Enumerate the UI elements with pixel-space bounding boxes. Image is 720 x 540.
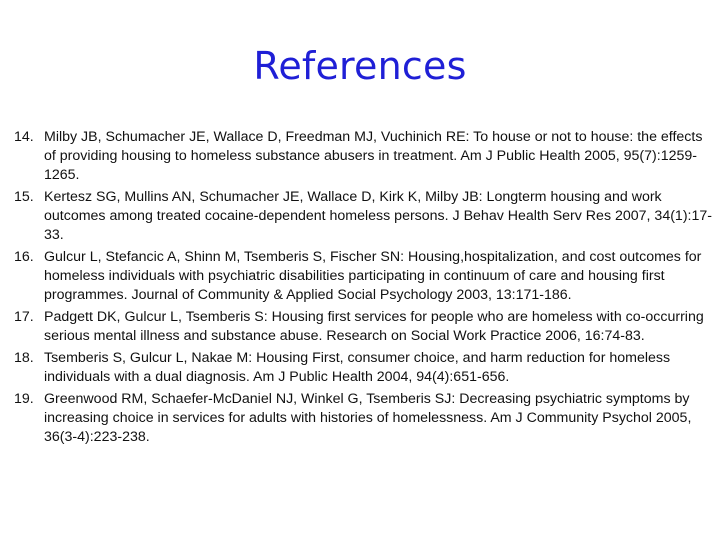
- reference-item: [14, 349, 714, 387]
- reference-text: Greenwood RM, Schaefer-McDaniel NJ, Winkel G, Tsemberis SJ: Decreasing psychiatric symptoms by increasing choice in services for adults with histories of homelessness. Am J Community Psychol 2005, 36(3-4):223-238.: [44, 391, 692, 445]
- reference-text: Gulcur L, Stefancic A, Shinn M, Tsemberis S, Fischer SN: Housing,hospitalization, and cost outcomes for homeless individuals with psychiatric disabilities participating in continuum of care and housing first programmes. Journal of Community & Applied Social Psychology 2003, 13:171-186.: [44, 249, 702, 303]
- reference-item: [14, 390, 714, 447]
- reference-text: Milby JB, Schumacher JE, Wallace D, Freedman MJ, Vuchinich RE: To house or not to house: the effects of providing housing to homeless substance abusers in treatment. Am J Public Health 2005, 95(7):1259-1265.: [44, 129, 703, 183]
- reference-list: [14, 128, 714, 450]
- reference-number: 19.: [14, 391, 34, 407]
- reference-number: 15.: [14, 189, 34, 205]
- page-title: References: [253, 44, 467, 88]
- reference-text: Padgett DK, Gulcur L, Tsemberis S: Housing first services for people who are homeless with co-occurring serious mental illness and substance abuse. Research on Social Work Practice 2006, 16:74-83.: [44, 309, 704, 344]
- reference-number: 18.: [14, 350, 34, 366]
- reference-number: 16.: [14, 249, 34, 265]
- reference-text: Tsemberis S, Gulcur L, Nakae M: Housing First, consumer choice, and harm reduction for homeless individuals with a dual diagnosis. Am J Public Health 2004, 94(4):651-656.: [44, 350, 671, 385]
- reference-number: 14.: [14, 129, 34, 145]
- reference-item: [14, 248, 714, 305]
- reference-number: 17.: [14, 309, 34, 325]
- reference-item: [14, 188, 714, 245]
- reference-text: Kertesz SG, Mullins AN, Schumacher JE, Wallace D, Kirk K, Milby JB: Longterm housing and work outcomes among treated cocaine-dependent homeless persons. J Behav Health Serv Res 2007, 34(1):17-33.: [44, 189, 712, 243]
- reference-item: [14, 308, 714, 346]
- reference-item: [14, 128, 714, 185]
